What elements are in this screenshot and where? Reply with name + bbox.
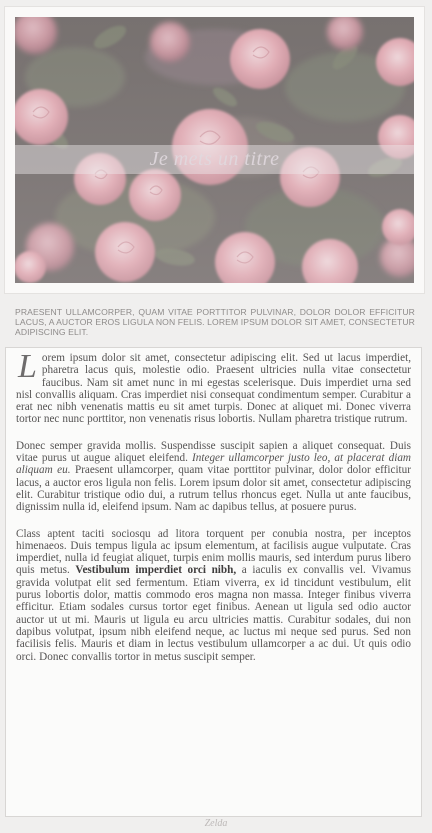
paragraph-3-text-start: Class aptent taciti sociosqu ad litora torquent per conubia nostra, per inceptos himenaeos. Duis tempus ligula ac ipsum elementum, at facilisis augue vulputate. Cras imperdiet, nulla id feugiat aliquet, turpis enim mollis mauris, sed interdum purus libero quis metus. [16,527,411,577]
paragraph-1-text: orem ipsum dolor sit amet, consectetur adipiscing elit. Sed ut lacus imperdiet, pharetra lacus quis, molestie odio. Praesent ultricies nulla vitae consectetur faucibus. Nam sit amet nunc in mi egestas scelerisque. Duis imperdiet urna sed nisl convallis aliquam. Cras imperdiet nisi consequat condimentum semper. Curabitur a erat nec nibh venenatis mattis eu sit amet turpis. Donec at aliquet mi. Donec viverra tortor nec nunc porttitor, non venenatis risus lobortis. Nullam pharetra tristique rutrum. [16,352,411,426]
paragraph-1 [16,348,411,426]
title-band [15,145,414,174]
header-image-card [5,7,424,293]
header-title: Je mets un titre [149,148,280,170]
drop-cap: L [18,348,37,385]
paragraph-2 [16,440,411,514]
article-box [5,347,422,817]
signature: Zelda [204,818,228,829]
rose-background-image [15,17,414,283]
paragraph-2-text-end: Praesent ullamcorper, quam vitae porttitor pulvinar, dolor dolor efficitur lacus, a auctor eros ligula non felis. Lorem ipsum dolor sit amet, consectetur adipiscing elit. Curabitur tristique odio dui, a rutrum tellus rhoncus eget. Nulla ut ante faucibus, dignissim nulla id, eleifend ipsum. Nam ac dapibus tellus, at posuere purus. [16,464,411,514]
paragraph-3-text-end: a iaculis ex convallis vel. Vivamus gravida volutpat elit sed fermentum. Etiam viverra, ex id tincidunt vestibulum, elit purus lobortis dolor, mattis commodo eros magna non massa. Integer finibus viverra efficitur. Etiam sodales cursus tortor eget finibus. Aenean ut ligula sed odio auctor auctor ut ut mi. Mauris ut ligula eu arcu ultricies mattis. Curabitur sodales, dui non dapibus volutpat, ipsum nibh eleifend neque, ac luctus mi neque sed purus. Sed non facilisis felis. Mauris et diam in lectus vestibulum ullamcorper a ac dui. Ut quis odio orci. Donec convallis tortor in metus suscipit semper. [16,564,411,663]
paragraph-3 [16,528,411,663]
paragraph-3-bold: Vestibulum imperdiet orci nibh, [75,564,237,577]
intro-caption: PRAESENT ULLAMCORPER, QUAM VITAE PORTTITOR PULVINAR, DOLOR DOLOR EFFICITUR LACUS, A AUCTOR EROS LIGULA NON FELIS. LOREM IPSUM DOLOR SIT AMET, CONSECTETUR ADIPISCING ELIT. [15,307,415,337]
paragraph-2-text-start: Donec semper gravida mollis. Suspendisse suscipit sapien a aliquet consequat. Duis vitae purus ut augue aliquet eleifend. [16,439,411,465]
paragraph-2-italic: Integer ullamcorper justo leo, at placerat diam aliquam eu. [16,452,411,477]
